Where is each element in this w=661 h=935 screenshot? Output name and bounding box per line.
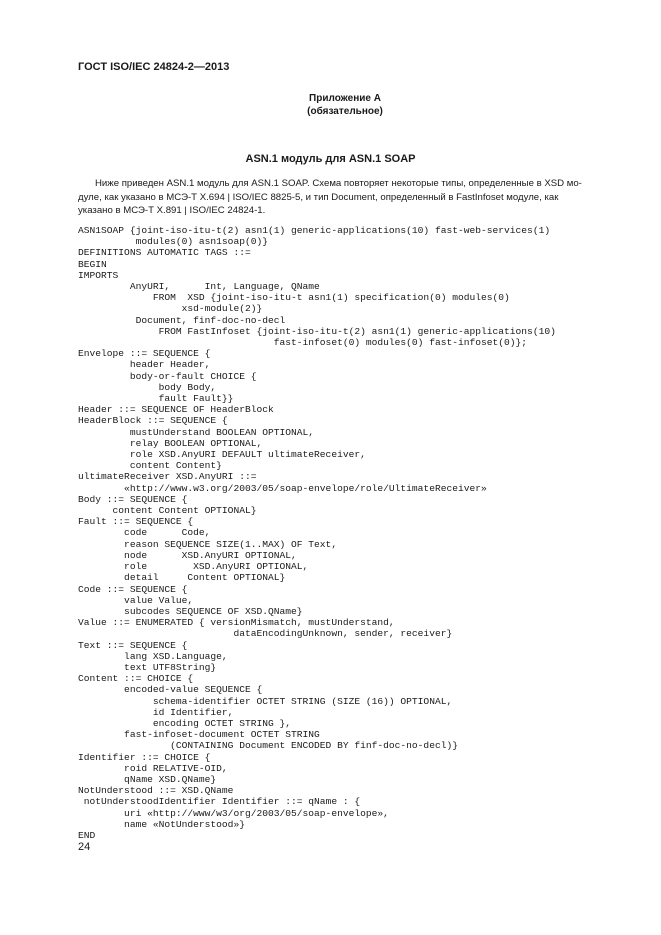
code-line: NotUnderstood ::= XSD.QName bbox=[78, 785, 234, 797]
code-line: Code ::= SEQUENCE { bbox=[78, 583, 188, 595]
code-line: AnyURI, Int, Language, QName bbox=[78, 281, 320, 293]
code-line: roid RELATIVE-OID, bbox=[78, 762, 228, 774]
code-line: «http://www.w3.org/2003/05/soap-envelope/role/UltimateReceiver» bbox=[78, 482, 487, 494]
code-line: uri «http://www/w3/org/2003/05/soap-envelope», bbox=[78, 807, 389, 819]
intro-line: указано в МСЭ-Т X.891 | ISO/IEC 24824-1. bbox=[78, 205, 266, 216]
code-line: ultimateReceiver XSD.AnyURI ::= bbox=[78, 471, 257, 483]
code-line: text UTF8String} bbox=[78, 661, 217, 673]
section-heading: ASN.1 модуль для ASN.1 SOAP bbox=[245, 153, 416, 165]
code-line: Envelope ::= SEQUENCE { bbox=[78, 348, 211, 360]
annex-title bbox=[300, 92, 390, 118]
annex-status: (обязательное) bbox=[307, 106, 383, 117]
intro-paragraph bbox=[78, 177, 583, 218]
code-line: Fault ::= SEQUENCE { bbox=[78, 516, 194, 528]
code-line: body-or-fault CHOICE { bbox=[78, 370, 257, 382]
code-line: FROM FastInfoset {joint-iso-itu-t(2) asn1(1) generic-applications(10) bbox=[78, 325, 556, 337]
code-line: reason SEQUENCE SIZE(1..MAX) OF Text, bbox=[78, 538, 338, 550]
code-line: BEGIN bbox=[78, 258, 107, 270]
code-line: mustUnderstand BOOLEAN OPTIONAL, bbox=[78, 426, 315, 438]
code-line: IMPORTS bbox=[78, 269, 119, 281]
code-line: value Value, bbox=[78, 594, 194, 606]
code-line: Document, finf-doc-no-decl bbox=[78, 314, 286, 326]
code-line: notUnderstoodIdentifier Identifier ::= qName : { bbox=[78, 796, 361, 808]
asn1-module-listing bbox=[78, 225, 556, 841]
code-line: END bbox=[78, 829, 96, 841]
code-line: content Content} bbox=[78, 460, 222, 472]
code-line: DEFINITIONS AUTOMATIC TAGS ::= bbox=[78, 247, 251, 259]
code-line: encoding OCTET STRING }, bbox=[78, 717, 292, 729]
code-line: subcodes SEQUENCE OF XSD.QName} bbox=[78, 605, 303, 617]
code-line: id Identifier, bbox=[78, 706, 234, 718]
code-line: Identifier ::= CHOICE { bbox=[78, 751, 211, 763]
code-line: HeaderBlock ::= SEQUENCE { bbox=[78, 415, 228, 427]
code-line: header Header, bbox=[78, 359, 211, 371]
code-line: dataEncodingUnknown, sender, receiver} bbox=[78, 628, 453, 640]
code-line: xsd-module(2)} bbox=[78, 303, 263, 315]
code-line: modules(0) asn1soap(0)} bbox=[78, 236, 268, 248]
code-line: Body ::= SEQUENCE { bbox=[78, 493, 188, 505]
code-line: code Code, bbox=[78, 527, 211, 539]
code-line: ASN1SOAP {joint-iso-itu-t(2) asn1(1) generic-applications(10) fast-web-services(1) bbox=[78, 225, 551, 236]
code-line: role XSD.AnyURI DEFAULT ultimateReceiver, bbox=[78, 449, 366, 461]
code-line: qName XSD.QName} bbox=[78, 773, 217, 785]
code-line: fast-infoset(0) modules(0) fast-infoset(0)}; bbox=[78, 337, 528, 349]
code-line: relay BOOLEAN OPTIONAL, bbox=[78, 437, 263, 449]
page-number: 24 bbox=[78, 841, 91, 853]
code-line: Value ::= ENUMERATED { versionMismatch, mustUnderstand, bbox=[78, 617, 395, 629]
code-line: role XSD.AnyURI OPTIONAL, bbox=[78, 561, 309, 573]
code-line: fault Fault}} bbox=[78, 393, 234, 405]
code-line: content Content OPTIONAL} bbox=[78, 505, 257, 517]
code-line: schema-identifier OCTET STRING (SIZE (16)) OPTIONAL, bbox=[78, 695, 453, 707]
code-line: FROM XSD {joint-iso-itu-t asn1(1) specification(0) modules(0) bbox=[78, 292, 510, 304]
code-line: encoded-value SEQUENCE { bbox=[78, 684, 263, 696]
code-line: fast-infoset-document OCTET STRING bbox=[78, 729, 320, 741]
code-line: (CONTAINING Document ENCODED BY finf-doc-no-decl)} bbox=[78, 740, 458, 752]
code-line: Header ::= SEQUENCE OF HeaderBlock bbox=[78, 404, 274, 416]
code-line: Text ::= SEQUENCE { bbox=[78, 639, 188, 651]
intro-line: дуле, как указано в МСЭ-Т X.694 | ISO/IEC 8825-5, и тип Document, определенный в FastInfoset модуле, как bbox=[78, 191, 559, 203]
document-header: ГОСТ ISO/IEC 24824-2—2013 bbox=[78, 61, 230, 73]
code-line: lang XSD.Language, bbox=[78, 650, 228, 662]
code-line: node XSD.AnyURI OPTIONAL, bbox=[78, 549, 297, 561]
code-line: name «NotUnderstood»} bbox=[78, 818, 245, 830]
code-line: detail Content OPTIONAL} bbox=[78, 572, 286, 584]
code-line: body Body, bbox=[78, 381, 217, 393]
annex-label: Приложение А bbox=[309, 93, 381, 104]
intro-line: Ниже приведен ASN.1 модуль для ASN.1 SOAP. Схема повторяет некоторые типы, определенные в XSD мо- bbox=[95, 178, 582, 189]
code-line: Content ::= CHOICE { bbox=[78, 673, 194, 685]
